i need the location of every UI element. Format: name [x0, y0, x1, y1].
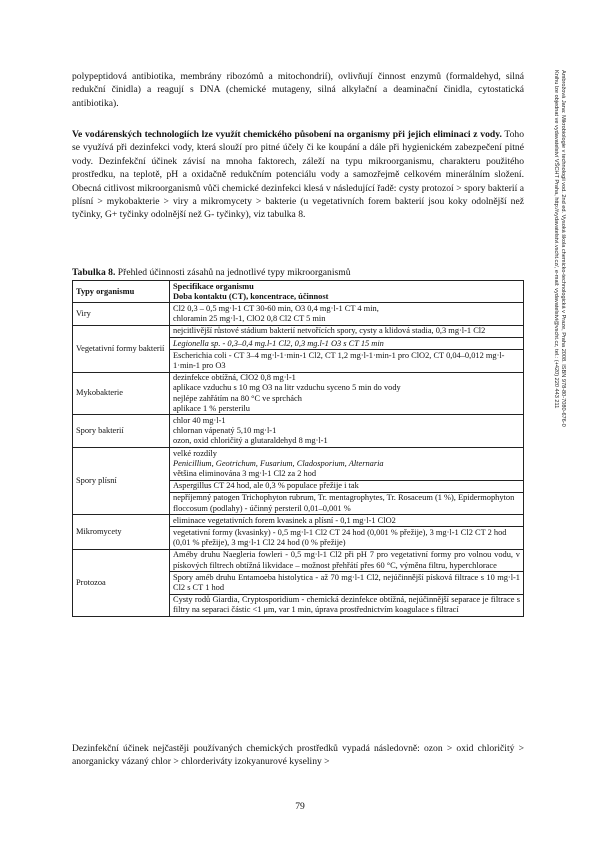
efficiency-table	[72, 280, 524, 617]
cell-line: ozon, oxid chloričitý a glutaraldehyd 8 mg·l-1	[173, 436, 328, 446]
row-label-spory: Spory bakterií	[73, 415, 170, 448]
cell-line: chloramin 25 mg·l-1, ClO2 0,8 Cl2 CT 5 min	[173, 314, 326, 324]
cell-line: Penicillium, Geotrichum, Fusarium, Cladosporium, Alternaria	[173, 458, 384, 468]
cell-proto-1: Améby druhu Naegleria fowleri - 0,5 mg·l-1 Cl2 při pH 7 pro vegetativní formy pro volnou vodu, v pískových filtrech obtížná likvidace – možnost přehřátí přes 60 °C, výměna filtru, hyperchlorace	[170, 549, 524, 571]
side-note-line-2: Knihu lze objednat ve vydavatelství VŠCHT Praha, http://vydavatelstvi.vscht.cz/, e-mail: vydavatelstvi@vscht.cz, tel.: (+420) 220 443 211	[553, 70, 559, 409]
table-caption	[72, 267, 524, 279]
row-label-viry: Viry	[73, 303, 170, 325]
cell-line: aplikace 1 % persterilu	[173, 403, 250, 413]
table-caption-text: Přehled účinnosti zásahů na jednotlivé typy mikroorganismů	[117, 267, 351, 278]
cell-viry	[170, 303, 524, 325]
cell-plisne-5: nepříjemný patogen Trichophyton rubrum, Tr. mentagrophytes, Tr. Rosaceum (1 %), Epidermophyton floccosum (podlahy) - účinný persteril 0,01–0,001 %	[170, 492, 524, 514]
row-label-proto: Protozoa	[73, 549, 170, 616]
cell-line: většina eliminována 3 mg·l-1 Cl2 za 2 hod	[173, 468, 317, 478]
table-row	[73, 515, 524, 527]
paragraph-1: polypeptidová antibiotika, membrány ribozómů a mitochondrií), ovlivňují činnost enzymů (formaldehyd, silná redukční činidla) a reagují s DNA (chemické mutageny, silná alkylační a deaminační činidla, cytostatická antibiotika).	[72, 71, 524, 109]
header-spec-line-1: Specifikace organismu	[173, 281, 254, 291]
paragraph-2-rest: Toho se využívá při dezinfekci vody, která slouží pro pitné účely či ke koupání a dále při hygienickém zabezpečení pitné vody. Dezinfekční účinek závisí na mnoha faktorech, záleží na typu mikroorganismu, charakteru použitého prostředku, na teplotě, pH a oxidačně redukčním potenciálu vody a samozřejmě celkovém minerálním složení. Obecná citlivost mikroorganismů vůči chemické dezinfekci klesá v následující řadě: cysty protozoí > spory bakterií a plísní > mykobakterie > viry a mikromycety > bakterie (u vegetativních forem bakterií jsou koky odolnější než tyčinky, G+ tyčinky odolnější než G- tyčinky), viz tabulka 8.	[72, 129, 525, 221]
cell-line: Cl2 0,3 – 0,5 mg·l-1 CT 30-60 min, O3 0,4 mg·l-1 CT 4 min,	[173, 303, 379, 313]
cell-line: aplikace vzduchu s 10 mg O3 na litr vzduchu syceno 5 min do vody	[173, 383, 401, 393]
paragraph-2-bold: Ve vodárenských technologiích lze využít chemického působení na organismy při jejich eliminaci z vody.	[72, 129, 502, 140]
cell-myko	[170, 372, 524, 415]
table-row	[73, 372, 524, 415]
cell-proto-2: Spory améb druhu Entamoeba histolytica - až 70 mg·l-1 Cl2, nejúčinnější písková filtrace s 10 mg·l-1 Cl2 s CT 1 hod	[170, 572, 524, 594]
cell-veg-3: Escherichia coli - CT 3–4 mg·l-1·min-1 Cl2, CT 1,2 mg·l-1·min-1 pro ClO2, CT 0,04–0,012 mg·l-1·min-1 pro O3	[170, 350, 524, 372]
cell-veg-2: Legionella sp. - 0,3–0,4 mg.l-1 Cl2, 0,3 mg.l-1 O3 s CT 15 min	[170, 338, 524, 350]
side-note	[553, 70, 580, 630]
table-row	[73, 448, 524, 481]
cell-mikro-1: eliminace vegetativních forem kvasinek a plísní - 0,1 mg·l-1 ClO2	[170, 515, 524, 527]
cell-plisne-4: Aspergillus CT 24 hod, ale 0,3 % populace přežije i tak	[170, 480, 524, 492]
cell-line: dezinfekce obtížná, ClO2 0,8 mg·l-1	[173, 373, 296, 383]
cell-proto-3: Cysty rodů Giardia, Cryptosporidium - chemická dezinfekce obtížná, nejúčinnější separace je filtrace s filtry na separaci částic <1 μm, var 1 min, úprava prostřednictvím koagulace s filtrací	[170, 594, 524, 616]
side-note-line-1: Ambrožová Jana: Mikrobiologie v technologii vod. 2nd ed. Vysoká škola chemicko-technologická v Praze, Praha 2008. ISBN 978-80-7080-676-0	[560, 70, 566, 427]
cell-line: nejlépe zahřátím na 80 °C ve sprchách	[173, 393, 302, 403]
cell-spory	[170, 415, 524, 448]
cell-mikro-2: vegetativní formy (kvasinky) - 0,5 mg·l-1 Cl2 CT 24 hod (0,001 % přežije), 3 mg·l-1 Cl2 CT 2 hod (0,01 % přežije), 3 mg·l-1 Cl2 24 hod (0 % přežije)	[170, 527, 524, 549]
paragraph-2	[72, 128, 524, 222]
table-header-row	[73, 281, 524, 303]
cell-line: velké rozdíly	[173, 448, 217, 458]
row-label-mikro: Mikromycety	[73, 515, 170, 550]
table-row	[73, 303, 524, 325]
table-row	[73, 325, 524, 337]
header-organism-type: Typy organismu	[73, 281, 170, 303]
table-row	[73, 415, 524, 448]
row-label-plisne: Spory plísní	[73, 448, 170, 515]
row-label-vegetative: Vegetativní formy bakterií	[73, 325, 170, 372]
cell-line: chlor 40 mg·l-1	[173, 415, 226, 425]
paragraph-3: Dezinfekční účinek nejčastěji používaných chemických prostředků vypadá následovně: ozon > oxid chloričitý > anorganicky vázaný chlor > chlorderiváty izokyanurové kyseliny >	[72, 743, 524, 768]
cell-line: chlornan vápenatý 5,10 mg·l-1	[173, 426, 277, 436]
row-label-myko: Mykobakterie	[73, 372, 170, 415]
table-caption-label: Tabulka 8.	[72, 267, 116, 278]
cell-plisne-1	[170, 448, 524, 481]
page-number: 79	[295, 801, 305, 812]
header-specification	[170, 281, 524, 303]
cell-veg-1: nejcitlivější růstové stádium bakterií netvořících spory, cysty a klidová stadia, 0,3 mg·l-1 Cl2	[170, 325, 524, 337]
header-spec-line-2: Doba kontaktu (CT), koncentrace, účinnost	[173, 291, 329, 301]
table-row	[73, 549, 524, 571]
